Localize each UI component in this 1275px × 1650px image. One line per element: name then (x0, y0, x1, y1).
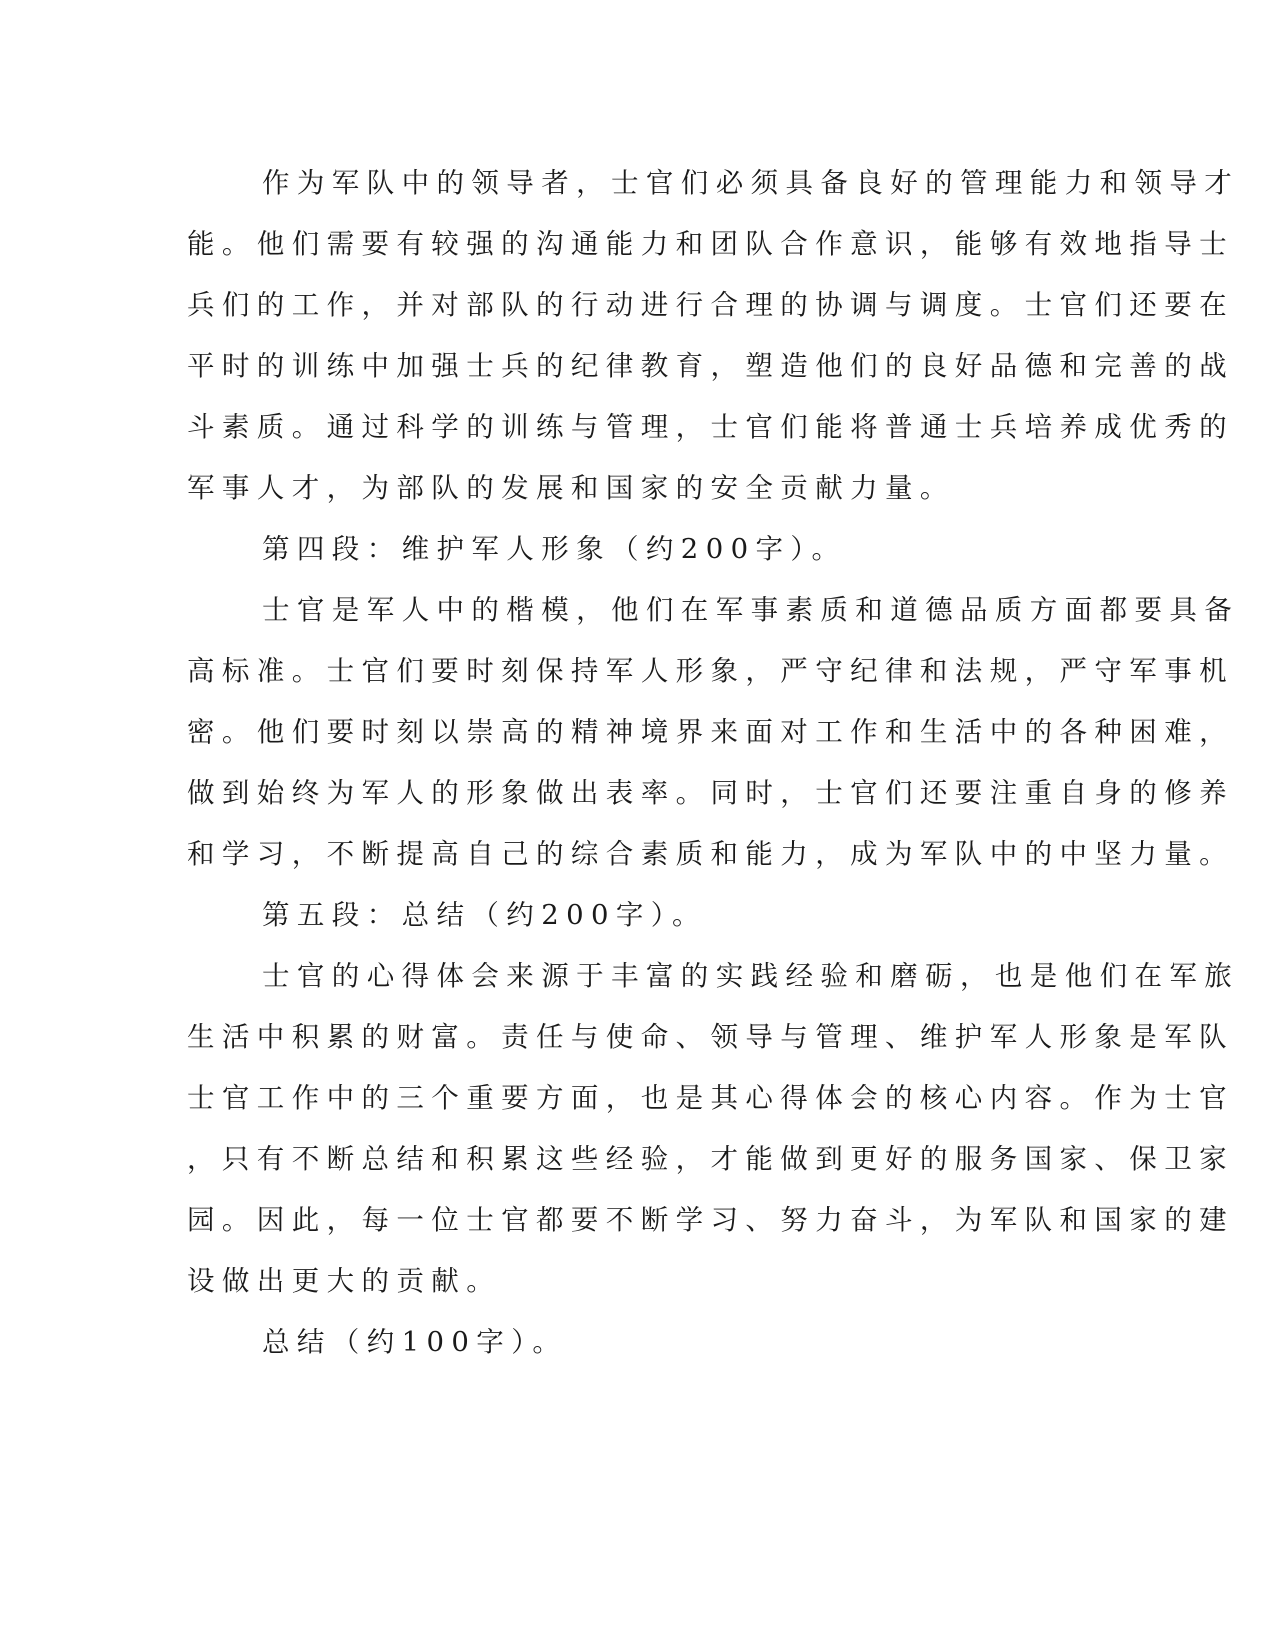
summary-heading: 总结（约100字）。 (262, 1326, 568, 1358)
paragraph-1-line-2: 能。他们需要有较强的沟通能力和团队合作意识，能够有效地指导士 (187, 228, 1234, 260)
paragraph-5-line-4: ，只有不断总结和积累这些经验，才能做到更好的服务国家、保卫家 (187, 1143, 1234, 1175)
paragraph-5-line-1: 士官的心得体会来源于丰富的实践经验和磨砺，也是他们在军旅 (262, 960, 1240, 992)
section-5-heading: 第五段：总结（约200字）。 (262, 899, 707, 931)
paragraph-3-line-1: 士官是军人中的楷模，他们在军事素质和道德品质方面都要具备 (262, 594, 1240, 626)
paragraph-5-line-5: 园。因此，每一位士官都要不断学习、努力奋斗，为军队和国家的建 (187, 1204, 1234, 1236)
paragraph-5-line-6: 设做出更大的贡献。 (187, 1265, 502, 1297)
paragraph-3-line-5: 和学习，不断提高自己的综合素质和能力，成为军队中的中坚力量。 (187, 838, 1234, 870)
paragraph-1-line-4: 平时的训练中加强士兵的纪律教育，塑造他们的良好品德和完善的战 (187, 350, 1234, 382)
paragraph-3-line-3: 密。他们要时刻以崇高的精神境界来面对工作和生活中的各种困难， (187, 716, 1234, 748)
paragraph-1-line-1: 作为军队中的领导者，士官们必须具备良好的管理能力和领导才 (262, 167, 1240, 199)
paragraph-3-line-4: 做到始终为军人的形象做出表率。同时，士官们还要注重自身的修养 (187, 777, 1234, 809)
paragraph-1-line-5: 斗素质。通过科学的训练与管理，士官们能将普通士兵培养成优秀的 (187, 411, 1234, 443)
paragraph-1-line-3: 兵们的工作，并对部队的行动进行合理的协调与调度。士官们还要在 (187, 289, 1234, 321)
paragraph-3-line-2: 高标准。士官们要时刻保持军人形象，严守纪律和法规，严守军事机 (187, 655, 1234, 687)
paragraph-1-line-6: 军事人才，为部队的发展和国家的安全贡献力量。 (187, 472, 955, 504)
section-4-heading: 第四段：维护军人形象（约200字）。 (262, 533, 847, 565)
paragraph-5-line-2: 生活中积累的财富。责任与使命、领导与管理、维护军人形象是军队 (187, 1021, 1234, 1053)
paragraph-5-line-3: 士官工作中的三个重要方面，也是其心得体会的核心内容。作为士官 (187, 1082, 1234, 1114)
